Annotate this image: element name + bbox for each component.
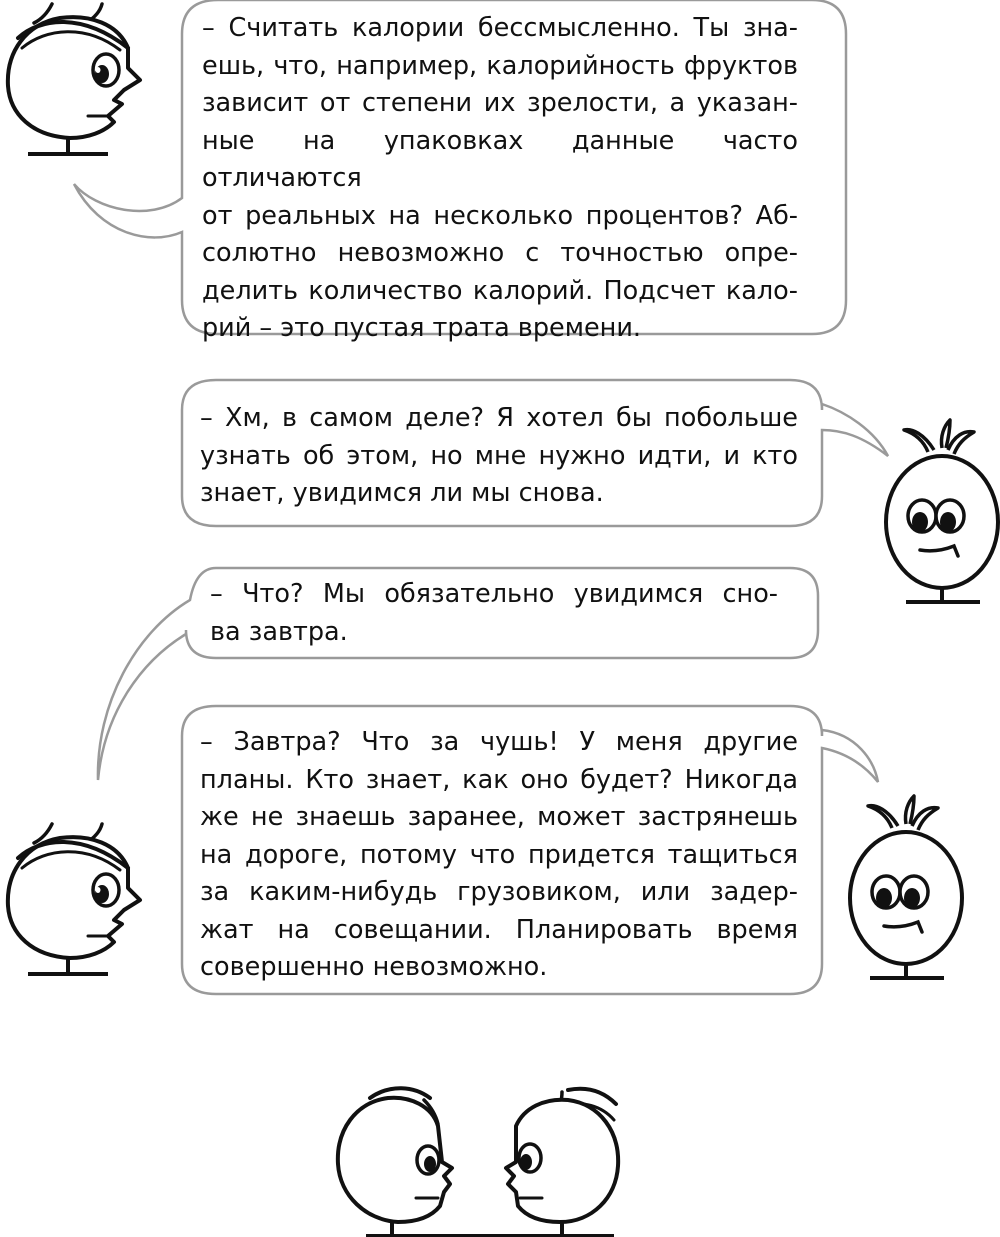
bubble-line: – Завтра? Что за чушь! У меня другие [200,727,798,757]
bubble-line: – Считать калории бессмысленно. Ты зна- [202,13,798,43]
bubble-4-text [200,724,798,987]
bubble-line: – Хм, в самом деле? Я хотел бы побольше [200,403,798,433]
bubble-line: рий – это пустая трата времени. [202,313,641,343]
bubble-line: же не знаешь заранее, может застрянешь [200,802,798,832]
bubble-line: ешь, что, например, калорийность фруктов [202,50,798,81]
bubble-line: зависит от степени их зрелости, а указан- [202,88,798,118]
bubble-line: знает, увидимся ли мы снова. [200,478,604,508]
bubble-line: за каким-нибудь грузовиком, или задер- [200,877,798,907]
bubble-2-text [200,400,798,513]
bubble-line: солютно невозможно с точностью опре- [202,238,798,268]
bubble-3-text [210,576,778,651]
bubble-line: совершенно невозможно. [200,952,548,982]
bubble-line: – Что? Мы обязательно увидимся сно- [210,579,778,609]
character-left-profile-icon [8,824,140,974]
bubble-line: ные на упаковках данные часто отличаются [202,125,798,193]
character-right-front-icon [886,420,998,602]
character-pair-facing-icon [338,1088,618,1236]
bubble-line: планы. Кто знает, как оно будет? Никогда [200,764,798,795]
character-right-front-icon [850,796,962,978]
bubble-1-text [202,10,798,348]
bubble-line: жат на совещании. Планировать время [200,914,798,945]
bubble-line: на дороге, потому что придется тащиться [200,839,798,870]
bubble-line: делить количество калорий. Подсчет кало- [202,275,798,306]
bubble-line: от реальных на несколько процентов? Аб- [202,200,798,231]
character-left-profile-icon [8,4,140,154]
bubble-line: ва завтра. [210,616,348,647]
bubble-line: узнать об этом, но мне нужно идти, и кто [200,440,798,471]
